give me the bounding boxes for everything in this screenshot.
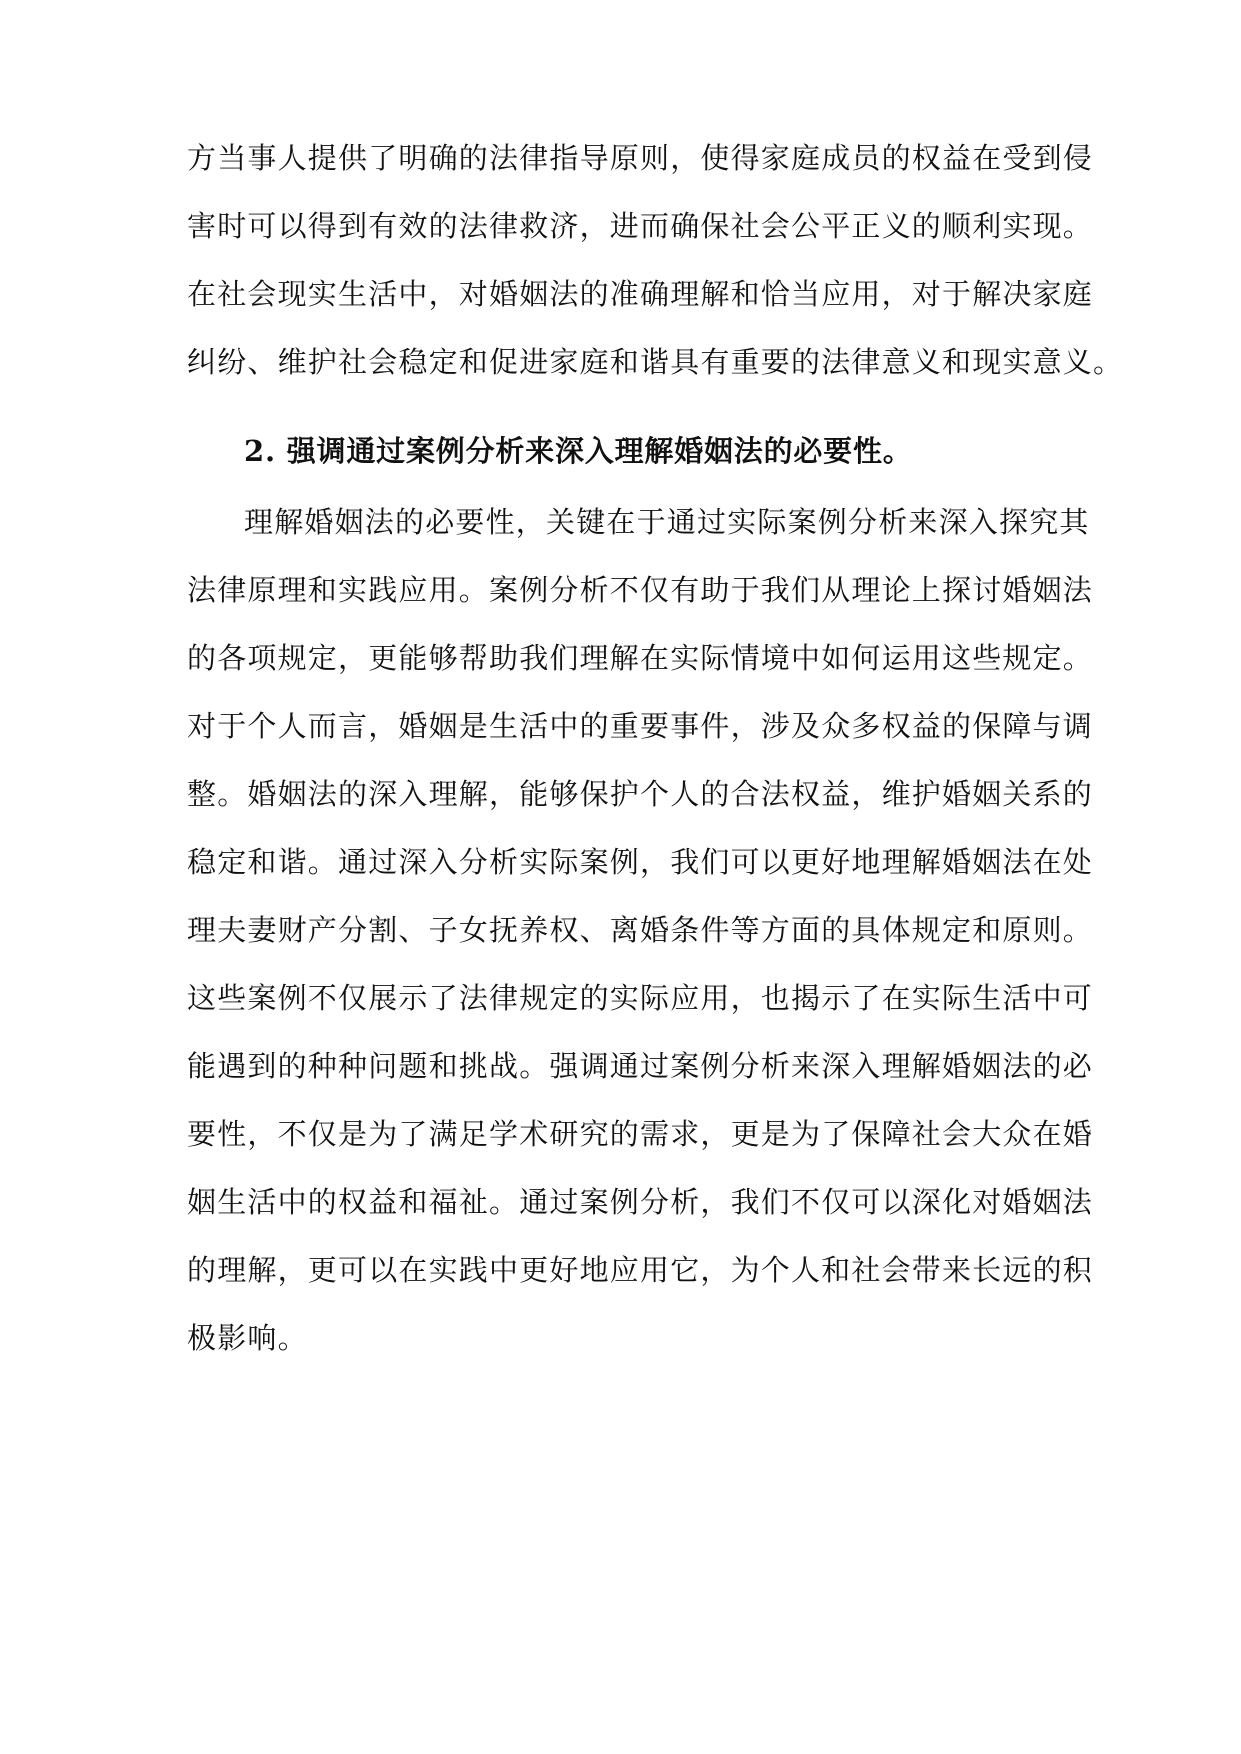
paragraph-1-line-1: 方当事人提供了明确的法律指导原则，使得家庭成员的权益在受到侵 — [187, 141, 1094, 175]
paragraph-1-line-3: 在社会现实生活中，对婚姻法的准确理解和恰当应用，对于解决家庭 — [187, 277, 1094, 311]
paragraph-2-line-5: 整。婚姻法的深入理解，能够保护个人的合法权益，维护婚姻关系的 — [187, 777, 1094, 811]
paragraph-2-line-6: 稳定和谐。通过深入分析实际案例，我们可以更好地理解婚姻法在处 — [187, 845, 1094, 879]
paragraph-2-line-11: 姻生活中的权益和福祉。通过案例分析，我们不仅可以深化对婚姻法 — [187, 1185, 1094, 1219]
section-heading: 2. 强调通过案例分析来深入理解婚姻法的必要性。 — [244, 434, 913, 468]
paragraph-2-line-13: 极影响。 — [187, 1321, 308, 1355]
paragraph-2-line-10: 要性，不仅是为了满足学术研究的需求，更是为了保障社会大众在婚 — [187, 1117, 1094, 1151]
paragraph-2-line-2: 法律原理和实践应用。案例分析不仅有助于我们从理论上探讨婚姻法 — [187, 573, 1094, 607]
paragraph-2-line-12: 的理解，更可以在实践中更好地应用它，为个人和社会带来长远的积 — [187, 1253, 1094, 1287]
paragraph-1-line-2: 害时可以得到有效的法律救济，进而确保社会公平正义的顺利实现。 — [187, 209, 1094, 243]
paragraph-2-line-8: 这些案例不仅展示了法律规定的实际应用，也揭示了在实际生活中可 — [187, 981, 1094, 1015]
paragraph-2-line-3: 的各项规定，更能够帮助我们理解在实际情境中如何运用这些规定。 — [187, 641, 1094, 675]
paragraph-2-line-4: 对于个人而言，婚姻是生活中的重要事件，涉及众多权益的保障与调 — [187, 709, 1094, 743]
paragraph-2-line-7: 理夫妻财产分割、子女抚养权、离婚条件等方面的具体规定和原则。 — [187, 913, 1094, 947]
paragraph-1-line-4: 纠纷、维护社会稳定和促进家庭和谐具有重要的法律意义和现实意义。 — [187, 345, 1124, 379]
paragraph-2-line-9: 能遇到的种种问题和挑战。强调通过案例分析来深入理解婚姻法的必 — [187, 1049, 1094, 1083]
paragraph-2-line-1: 理解婚姻法的必要性，关键在于通过实际案例分析来深入探究其 — [244, 505, 1090, 539]
